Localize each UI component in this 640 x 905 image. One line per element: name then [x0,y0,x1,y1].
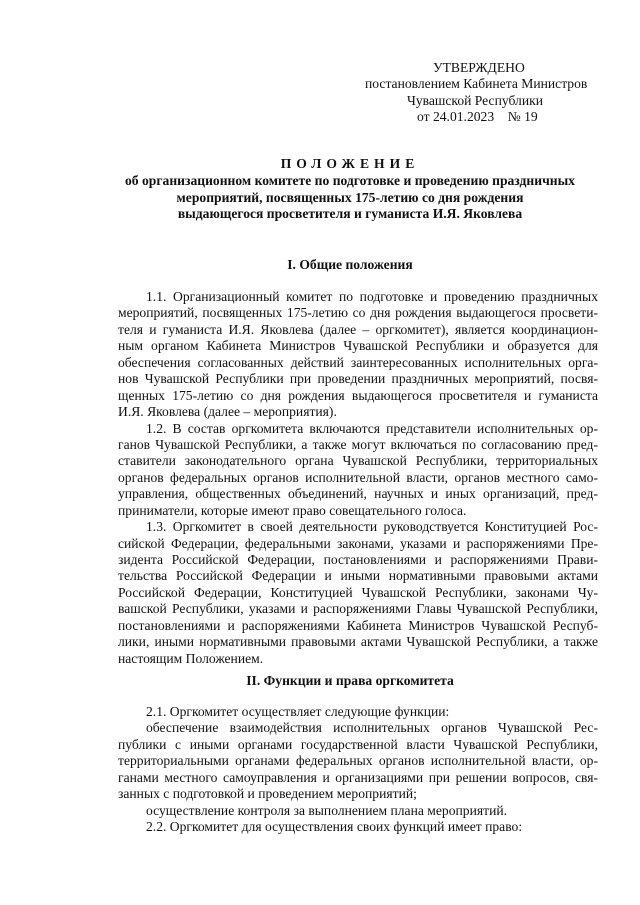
text-line: ганами местного самоуправления и организациями при решении вопросов, свя- [118,769,598,785]
document-subtitle-line: об организационном комитете по подготовке и проведению праздничных [125,173,575,189]
document-title-block [100,156,600,223]
document-title: ПОЛОЖЕНИЕ [280,156,420,171]
paragraph [118,803,598,819]
text-line: ным органом Кабинета Министров Чувашской Республики и образуется для [118,338,598,354]
text-line: лики, иными нормативными правовыми актами Чувашской Республики, а также [118,634,598,650]
approval-republic: Чувашской Республики [407,92,543,108]
text-line: теля и гуманиста И.Я. Яковлева (далее – оргкомитет), является координацион- [118,321,598,337]
text-line: приниматели, которые имеют право совещательного голоса. [118,502,467,518]
approval-stamp [365,60,605,126]
text-line: управления, общественных объединений, научных и иных организаций, пред- [118,486,598,502]
text-line: зидента Российской Федерации, постановлениями и распоряжениями Прави- [118,552,598,567]
approval-authority: постановлением Кабинета Министров [365,76,588,92]
text-line: постановлениями и распоряжениями Кабинета Министров Чувашской Респуб- [118,617,598,633]
document-subtitle-line: выдающегося просветителя и гуманиста И.Я. Яковлева [177,206,523,222]
paragraph [118,519,598,667]
paragraph [118,289,598,421]
paragraph [118,421,598,520]
text-line: осуществление контроля за выполнением плана мероприятий. [146,802,508,818]
text-line: тельства Российской Федерации и иными нормативными правовыми актами [118,568,598,584]
text-line: щенных 175-летию со дня рождения выдающегося просветителя и гуманиста [118,387,598,403]
text-line: ганов Чувашской Республики, а также могут включаться по согласованию пред- [118,436,598,452]
text-line: органов федеральных органов исполнительной власти, органов местного само- [118,469,598,485]
text-line: обеспечения согласованных действий заинтересованных исполнительных орга- [118,354,598,370]
text-line: 2.1. Оргкомитет осуществляет следующие функции: [146,704,450,719]
paragraph [118,720,598,802]
section-heading-general: I. Общие положения [287,257,413,272]
section-functions-body [118,704,598,836]
text-line: территориальными органами федеральных органов исполнительной власти, ор- [118,753,598,769]
text-line: нов Чувашской Республики при проведении праздничных мероприятий, посвя- [118,371,598,387]
text-line: публики с иными органами государственной власти Чувашской Республики, [118,736,598,752]
text-line: И.Я. Яковлева (далее – мероприятия). [118,404,337,420]
text-line: 2.2. Оргкомитет для осуществления своих функций имеет право: [146,819,523,835]
text-line: сийской Федерации, федеральными законами, указами и распоряжениями Пре- [118,535,598,551]
text-line: настоящим Положением. [118,650,264,666]
document-subtitle-line: мероприятий, посвященных 175-летию со дня рождения [176,189,524,205]
text-line: 1.3. Оргкомитет в своей деятельности руководствуется Конституцией Рос- [146,519,598,535]
section-general-body [118,289,598,667]
approval-date-number: от 24.01.2023 № 19 [417,109,538,125]
text-line: занных с подготовкой и проведением мероприятий; [118,786,417,802]
text-line: 1.1. Организационный комитет по подготовке и проведению праздничных [146,289,598,304]
paragraph [118,704,598,720]
section-heading-functions: II. Функции и права оргкомитета [246,673,454,688]
approval-label: УТВЕРЖДЕНО [433,60,525,75]
text-line: мероприятий, посвященных 175-летию со дня рождения выдающегося просвети- [118,305,598,321]
text-line: обеспечение взаимодействия исполнительных органов Чувашской Рес- [146,720,598,736]
text-line: 1.2. В состав оргкомитета включаются представители исполнительных ор- [146,420,598,436]
text-line: вашской Республики, указами и распоряжениями Главы Чувашской Республики, [118,601,598,617]
paragraph [118,819,598,835]
text-line: ставители законодательного органа Чувашской Республики, территориальных [118,453,598,469]
text-line: Российской Федерации, Конституцией Чувашской Республики, законами Чу- [118,584,598,600]
